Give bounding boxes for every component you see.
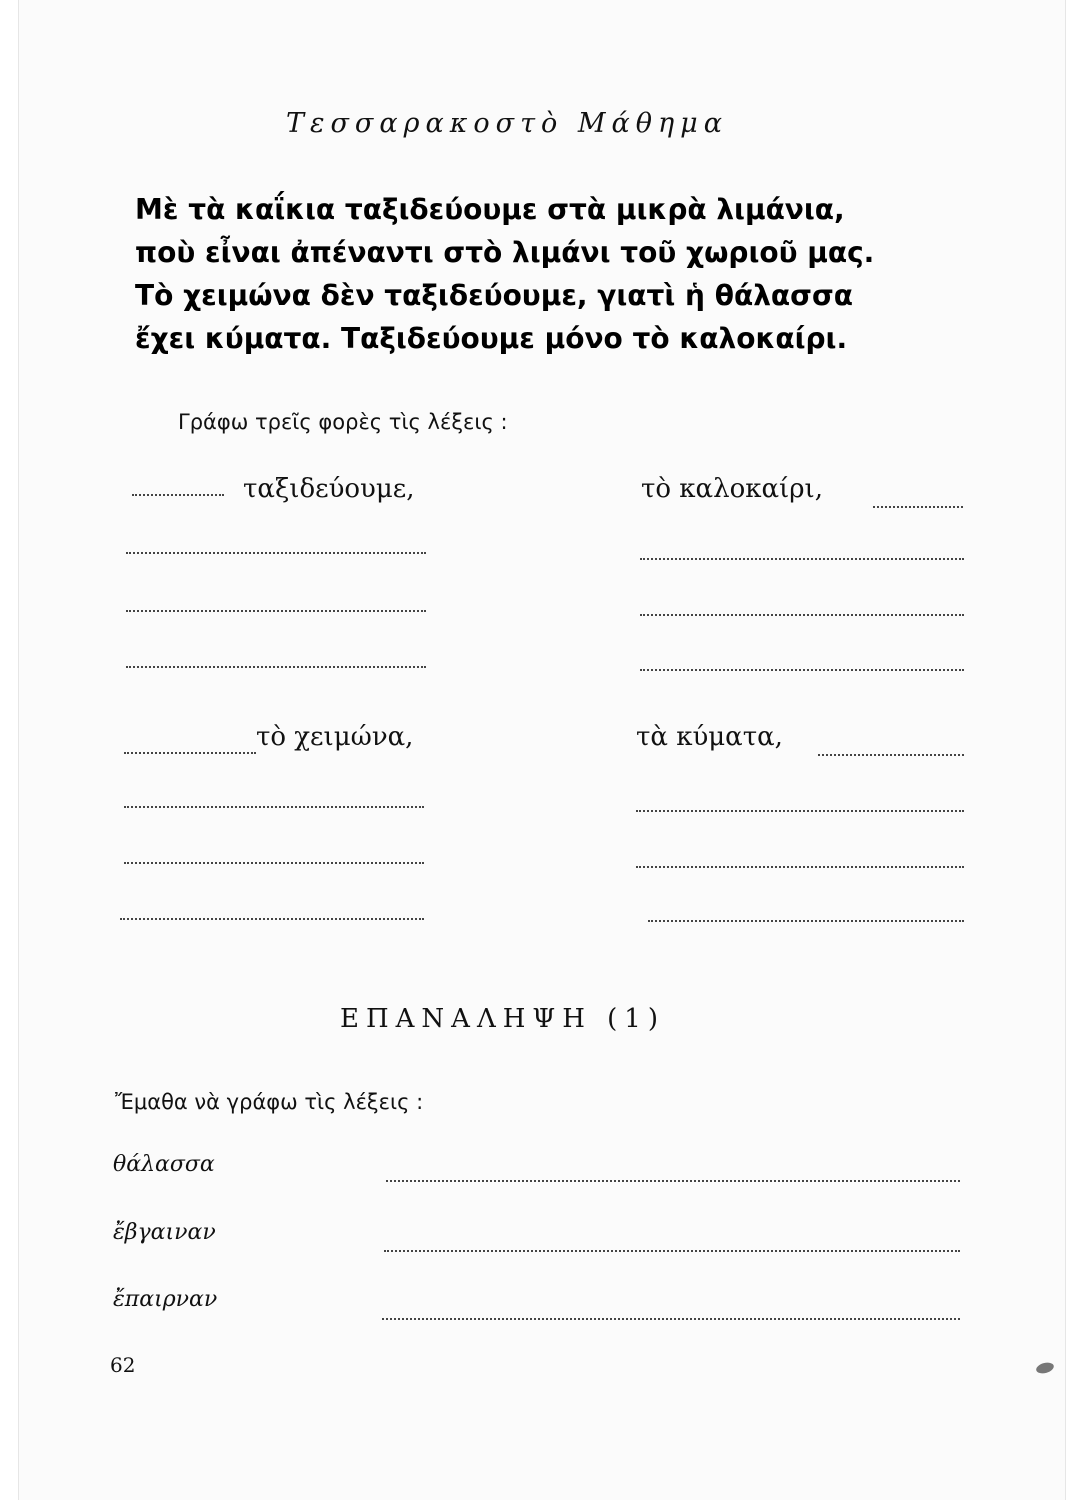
write-line[interactable] [124, 806, 424, 808]
exercise-word: τὸ καλοκαίρι, [641, 474, 823, 504]
exercise-word: τὸ χειμώνα, [256, 722, 414, 752]
write-line[interactable] [124, 752, 256, 754]
exercise-word: τὰ κύματα, [636, 722, 783, 752]
reading-passage [135, 188, 995, 360]
write-line[interactable] [126, 666, 426, 668]
passage-line: ἔχει κύματα. Ταξιδεύουμε μόνο τὸ καλοκαίρι. [135, 322, 848, 355]
passage-line: ποὺ εἶναι ἀπέναντι στὸ λιμάνι τοῦ χωριοῦ μας. [135, 236, 875, 269]
write-line[interactable] [818, 754, 964, 756]
write-line[interactable] [640, 669, 964, 671]
exercise-word: ταξιδεύουμε, [243, 474, 415, 504]
write-line[interactable] [126, 610, 426, 612]
review-instruction: Ἔμαθα νὰ γράφω τὶς λέξεις : [115, 1090, 424, 1114]
lesson-title: Τεσσαρακοστὸ Μάθημα [286, 108, 728, 139]
write-line[interactable] [120, 918, 424, 920]
write-line[interactable] [124, 862, 424, 864]
review-word: ἔπαιρναν [113, 1287, 218, 1312]
write-line[interactable] [636, 866, 964, 868]
review-word: θάλασσα [113, 1152, 215, 1177]
passage-line: Μὲ τὰ καΐκια ταξιδεύουμε στὰ μικρὰ λιμάνια, [135, 193, 845, 226]
page-number: 62 [110, 1353, 136, 1377]
write-line[interactable] [126, 552, 426, 554]
write-line[interactable] [384, 1250, 960, 1252]
write-line[interactable] [640, 558, 964, 560]
review-word: ἔβγαιναν [113, 1220, 216, 1245]
write-line[interactable] [636, 810, 964, 812]
write-line[interactable] [648, 920, 964, 922]
write-line[interactable] [640, 614, 964, 616]
write-line[interactable] [873, 506, 963, 508]
passage-line: Τὸ χειμώνα δὲν ταξιδεύουμε, γιατὶ ἡ θάλασσα [135, 279, 853, 312]
write-line[interactable] [386, 1180, 960, 1182]
write-line[interactable] [382, 1318, 960, 1320]
review-heading: ΕΠΑΝΑΛΗΨΗ (1) [340, 1004, 665, 1034]
write-line[interactable] [132, 494, 224, 496]
exercise-instruction: Γράφω τρεῖς φορὲς τὶς λέξεις : [178, 410, 508, 434]
